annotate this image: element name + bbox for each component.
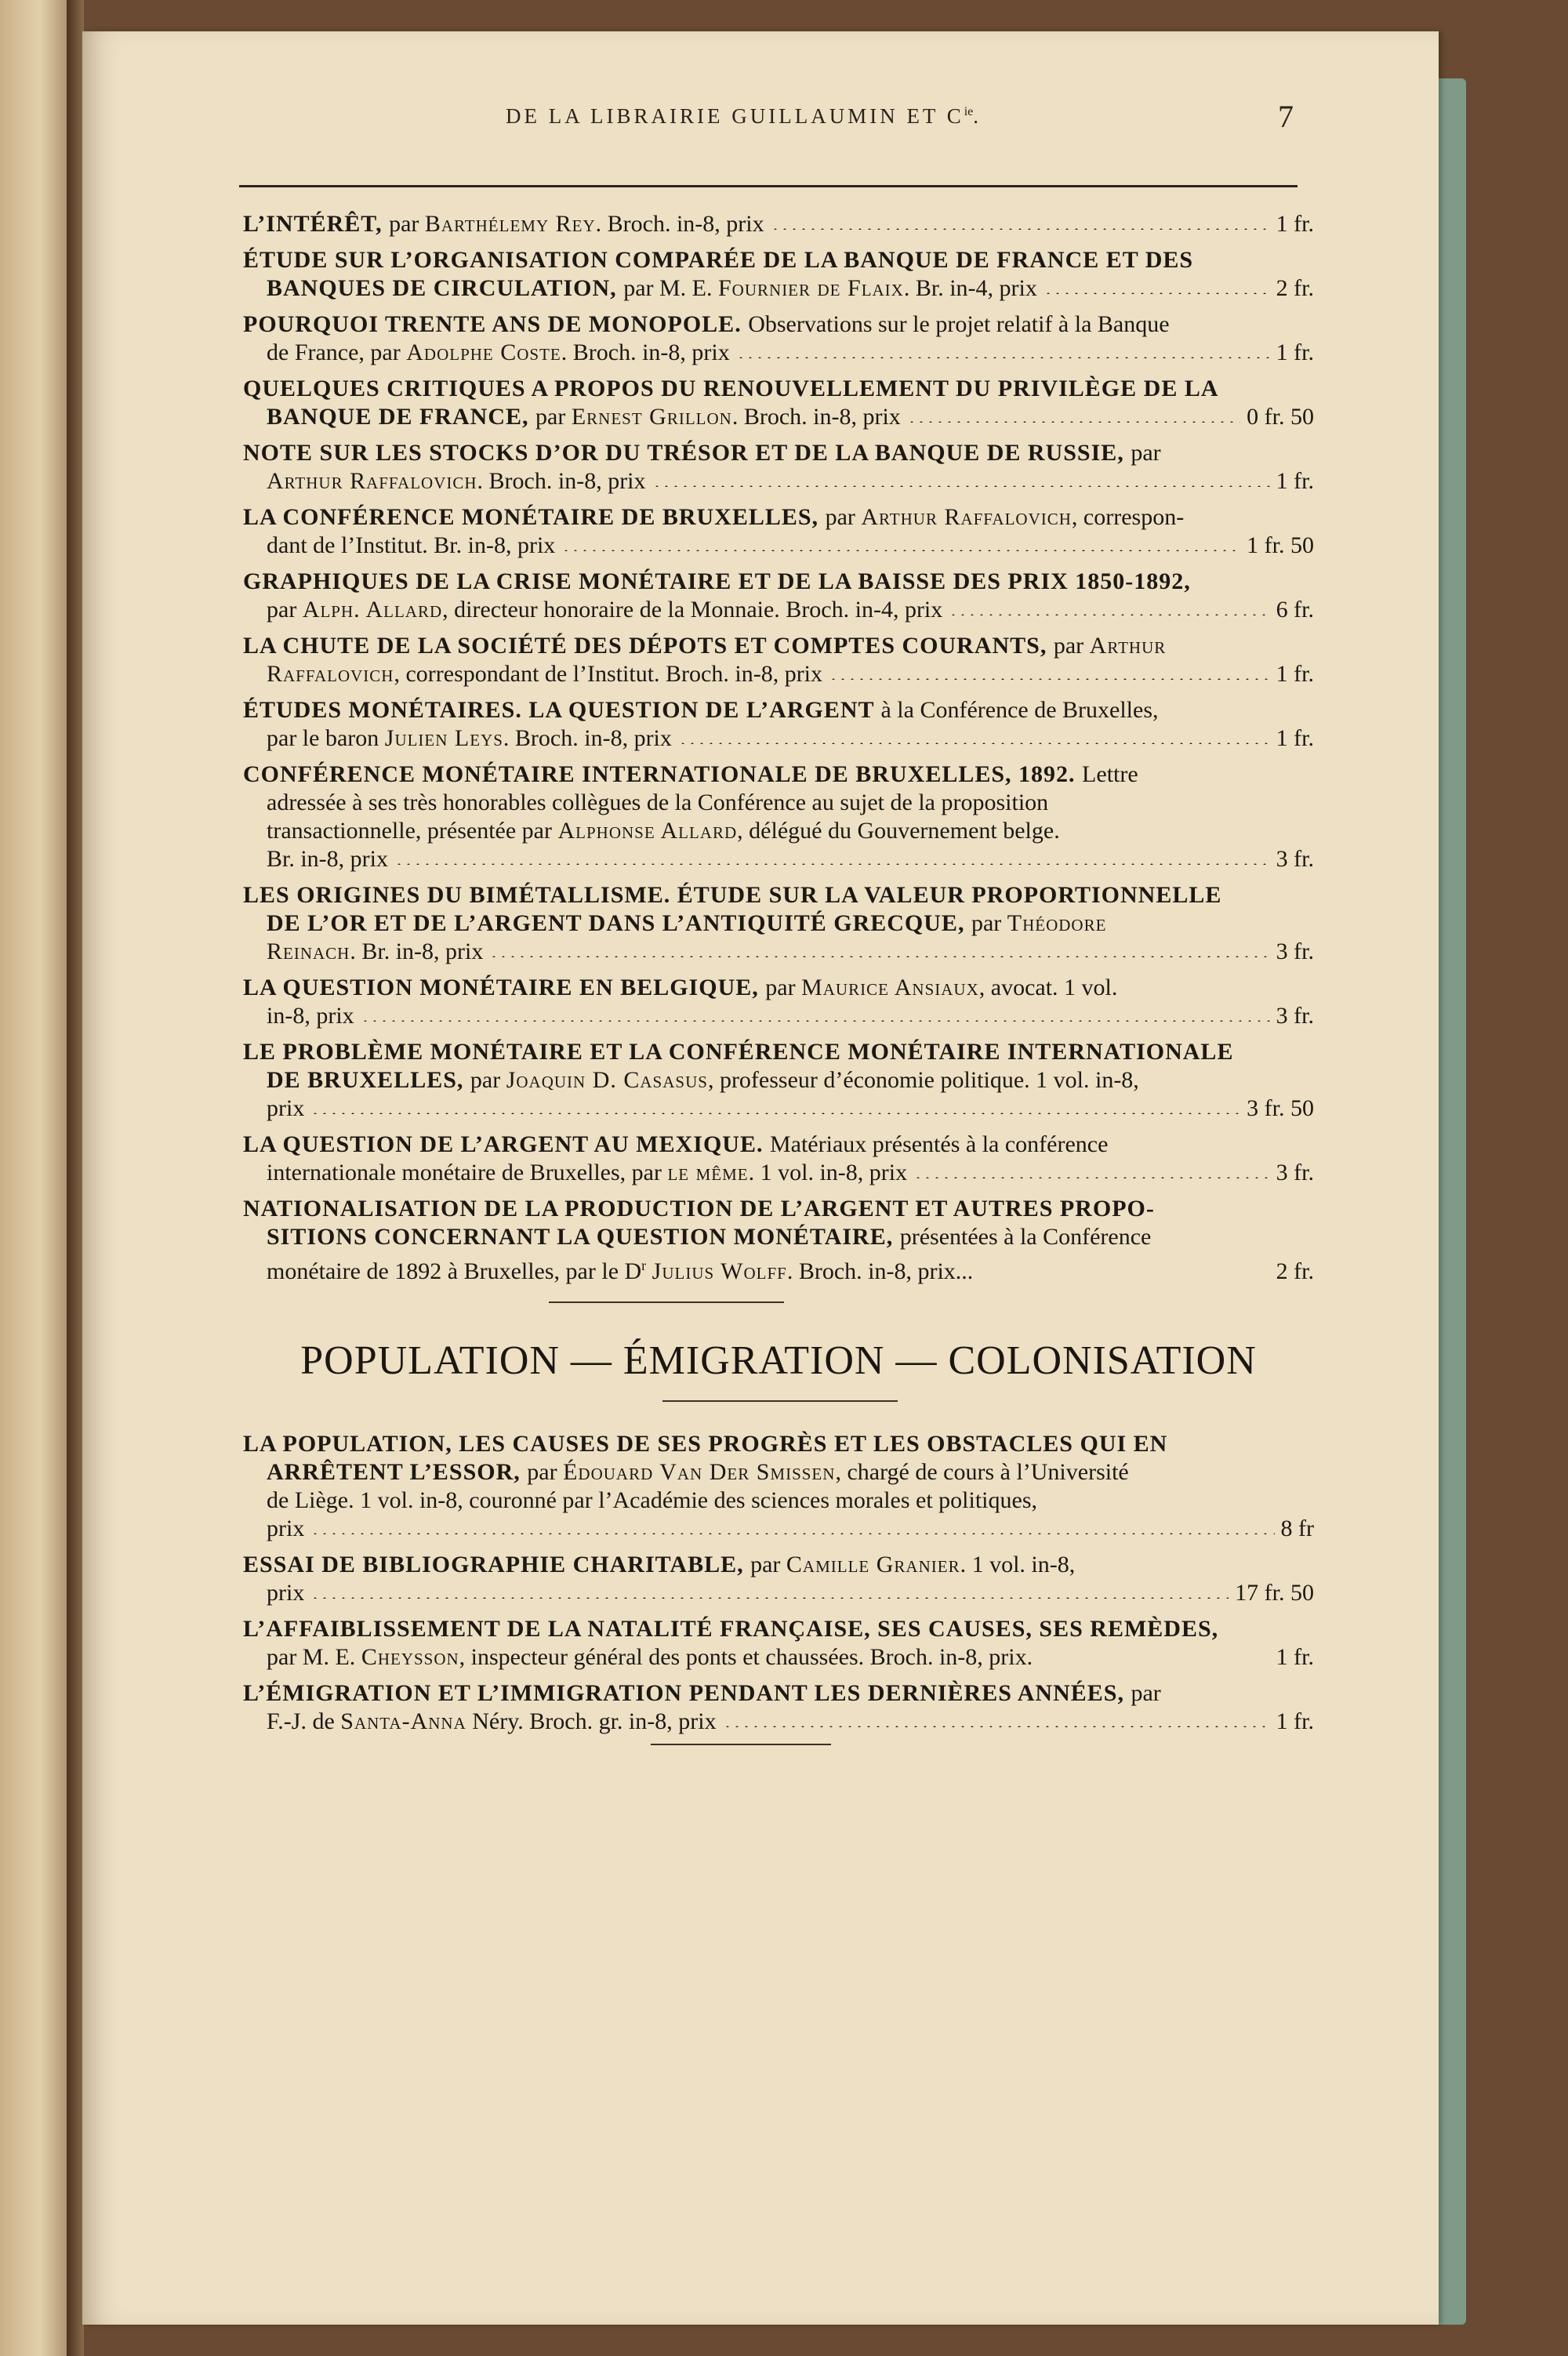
entry-detail: , délégué du Gouvernement belge. <box>737 818 1060 844</box>
author-name: Arthur Raffalovich <box>861 504 1072 530</box>
entry-text <box>243 1195 1155 1223</box>
entry-detail: par <box>1131 440 1161 466</box>
entry-line <box>243 246 1314 274</box>
entry-title: LE PROBLÈME MONÉTAIRE ET LA CONFÉRENCE MONÉTAIRE INTERNATIONALE <box>243 1039 1234 1065</box>
entry-line <box>243 1487 1314 1515</box>
dot-leader <box>394 863 1270 865</box>
author-name: Ernest Grillon <box>571 404 732 430</box>
entry-detail: , correspon- <box>1071 504 1185 530</box>
entry-detail: à la Conférence de Bruxelles, <box>880 697 1159 723</box>
entry-title: BANQUE DE FRANCE, <box>267 404 536 430</box>
entry-line <box>243 1159 1314 1187</box>
entry-line <box>243 881 1314 909</box>
section-divider-top <box>549 1301 784 1303</box>
entry-line <box>243 274 1314 303</box>
entry-price: 17 fr. 50 <box>1235 1580 1314 1606</box>
author-name: Raffalovich <box>267 661 394 687</box>
author-name: Barthélemy Rey <box>424 211 596 237</box>
catalogue-entry <box>243 761 1314 873</box>
author-name: Fournier de Flaix <box>718 275 904 301</box>
entry-detail: . Broch. in-8, prix... <box>786 1258 974 1284</box>
entry-title: ARRÊTENT L’ESSOR, <box>267 1459 528 1485</box>
entry-detail: Lettre <box>1082 761 1138 787</box>
entry-detail: par le baron <box>267 725 385 751</box>
entry-detail: par <box>527 1459 564 1485</box>
entry-line <box>243 938 1314 966</box>
entry-text <box>267 1223 1151 1251</box>
entry-text <box>267 274 1037 303</box>
entry-text <box>243 1038 1233 1066</box>
entry-text <box>243 568 1191 596</box>
entry-text <box>267 1159 907 1187</box>
entry-text <box>267 596 942 624</box>
entry-title: LA QUESTION DE L’ARGENT AU MEXIQUE. <box>243 1131 770 1157</box>
entry-price: 1 fr. <box>1276 468 1314 494</box>
entry-price: 8 fr <box>1280 1516 1314 1541</box>
entry-text <box>243 310 1170 339</box>
header-title-text: DE LA LIBRAIRIE GUILLAUMIN ET C <box>506 104 964 128</box>
entry-detail: . 1 vol. in-8, <box>960 1552 1076 1577</box>
book-gutter <box>67 0 84 2356</box>
author-name: Santa-Anna <box>340 1708 466 1734</box>
entry-detail: Matériaux présentés à la conférence <box>769 1131 1109 1157</box>
entry-price: 2 fr. <box>1276 1258 1314 1284</box>
entry-line <box>243 1195 1314 1223</box>
author-name: Joaquin D. Casasus <box>506 1067 708 1093</box>
catalogue-entry <box>243 1551 1314 1607</box>
entry-line <box>243 210 1314 238</box>
entry-text <box>243 1615 1218 1643</box>
entry-text <box>267 1066 1139 1095</box>
entry-line <box>243 1679 1314 1708</box>
dot-leader <box>310 1597 1229 1599</box>
entry-line <box>243 503 1314 532</box>
entry-text <box>243 761 1138 789</box>
entry-line <box>243 403 1314 431</box>
catalogue-entry <box>243 210 1314 238</box>
entry-detail: par <box>765 975 802 1000</box>
entry-title: SITIONS CONCERNANT LA QUESTION MONÉTAIRE, <box>267 1224 900 1250</box>
entry-title: LA QUESTION MONÉTAIRE EN BELGIQUE, <box>243 975 766 1000</box>
entry-text <box>267 339 730 367</box>
entry-text <box>267 403 901 431</box>
entry-title: NATIONALISATION DE LA PRODUCTION DE L’ARGENT ET AUTRES PROPO- <box>243 1196 1155 1222</box>
entry-detail: de Liège. 1 vol. in-8, couronné par l’Académie des sciences morales et politiques, <box>267 1487 1037 1513</box>
entry-line <box>243 632 1314 660</box>
entry-detail: par <box>1053 633 1090 659</box>
entry-line <box>243 568 1314 596</box>
author-name: Julius Wolff <box>652 1258 787 1284</box>
entry-detail: , professeur d’économie politique. 1 vol. in-8, <box>707 1067 1139 1093</box>
entry-text <box>243 210 764 238</box>
entry-detail <box>646 1258 652 1284</box>
entry-detail: in-8, prix <box>267 1003 354 1029</box>
catalogue-entry <box>243 246 1314 303</box>
catalogue-entry <box>243 1195 1314 1284</box>
author-name: Camille Granier <box>786 1552 960 1577</box>
dot-leader <box>723 1726 1270 1727</box>
entry-detail: transactionnelle, présentée par <box>267 818 558 844</box>
entry-price: 1 fr. <box>1276 1644 1314 1670</box>
entry-text <box>267 1708 717 1736</box>
entry-line <box>243 532 1314 560</box>
entry-price: 1 fr. <box>1276 1708 1314 1734</box>
header-title-end: . <box>973 104 982 128</box>
dot-leader <box>361 1020 1270 1022</box>
entry-text <box>267 467 646 496</box>
entry-title: LES ORIGINES DU BIMÉTALLISME. ÉTUDE SUR LA VALEUR PROPORTIONNELLE <box>243 882 1222 908</box>
catalogue-entry <box>243 310 1314 367</box>
author-name: Cheysson <box>361 1644 459 1670</box>
end-rule <box>651 1744 831 1745</box>
entry-detail: , avocat. 1 vol. <box>978 975 1118 1000</box>
entry-line <box>243 761 1314 789</box>
entry-detail: , chargé de cours à l’Université <box>835 1459 1129 1485</box>
entry-line <box>243 660 1314 688</box>
entry-line <box>243 1579 1314 1607</box>
entry-line <box>243 1251 1314 1284</box>
entry-price: 1 fr. <box>1276 339 1314 365</box>
dot-leader <box>949 614 1269 615</box>
entry-text <box>243 1679 1161 1708</box>
entry-detail: par <box>750 1552 786 1577</box>
entry-detail: r <box>641 1258 647 1273</box>
entry-text <box>243 246 1193 274</box>
entry-detail: par <box>389 211 425 237</box>
entry-line <box>243 789 1314 817</box>
dot-leader <box>310 1113 1240 1114</box>
dot-leader <box>652 485 1270 487</box>
entry-detail: par M. E. <box>623 275 718 301</box>
dot-leader <box>1044 292 1270 294</box>
entry-text <box>267 789 1048 817</box>
catalogue-entry <box>243 1038 1314 1123</box>
entry-title: DE BRUXELLES, <box>267 1067 470 1093</box>
entry-detail: . Broch. in-8, prix <box>731 404 901 430</box>
entry-detail: prix <box>267 1095 305 1121</box>
catalogue-entry <box>243 1131 1314 1187</box>
author-name: Édouard Van Der Smissen <box>563 1459 836 1485</box>
entry-detail: présentées à la Conférence <box>899 1224 1152 1250</box>
entry-text <box>267 817 1060 845</box>
entry-price: 3 fr. 50 <box>1247 1095 1314 1121</box>
entry-text <box>267 1002 354 1030</box>
entry-detail: Br. in-8, prix <box>267 846 388 872</box>
dot-leader <box>907 421 1240 423</box>
entry-text <box>267 660 822 688</box>
entry-price: 1 fr. <box>1276 725 1314 751</box>
entry-detail: par <box>470 1067 506 1093</box>
entry-line <box>243 724 1314 753</box>
entry-title: NOTE SUR LES STOCKS D’OR DU TRÉSOR ET DE LA BANQUE DE RUSSIE, <box>243 440 1131 466</box>
entry-line <box>243 439 1314 467</box>
catalogue-entry <box>243 1679 1314 1736</box>
entry-price: 0 fr. 50 <box>1247 404 1314 430</box>
catalogue-entry <box>243 881 1314 966</box>
entry-title: ÉTUDES MONÉTAIRES. LA QUESTION DE L’ARGENT <box>243 697 881 723</box>
entry-detail: . Broch. in-8, prix <box>503 725 672 751</box>
entry-line <box>243 1066 1314 1095</box>
entry-line <box>243 696 1314 724</box>
author-name: Alphonse Allard <box>557 818 738 844</box>
dot-leader <box>561 550 1240 551</box>
entry-text <box>243 1551 1075 1579</box>
dot-leader <box>489 956 1269 957</box>
dot-leader <box>913 1177 1270 1178</box>
entry-price: 1 fr. 50 <box>1247 532 1314 558</box>
catalogue-entry <box>243 974 1314 1030</box>
catalogue-entry <box>243 375 1314 431</box>
entry-detail: Observations sur le projet relatif à la Banque <box>748 311 1170 337</box>
section-divider-bottom <box>662 1400 898 1402</box>
header-rule <box>239 185 1298 187</box>
entry-line <box>243 1131 1314 1159</box>
dot-leader <box>678 742 1270 744</box>
entry-detail: , correspondant de l’Institut. Broch. in-8, prix <box>394 661 823 687</box>
entry-detail: , directeur honoraire de la Monnaie. Broch. in-4, prix <box>442 597 943 623</box>
entry-text <box>243 881 1221 909</box>
catalogue-entries <box>243 210 1314 1745</box>
catalogue-entry <box>243 439 1314 496</box>
entry-title: L’ÉMIGRATION ET L’IMMIGRATION PENDANT LES DERNIÈRES ANNÉES, <box>243 1680 1131 1706</box>
entry-detail: monétaire de 1892 à Bruxelles, par le D <box>267 1258 642 1284</box>
catalogue-entry <box>243 696 1314 753</box>
entry-title: LA POPULATION, LES CAUSES DE SES PROGRÈS ET LES OBSTACLES QUI EN <box>243 1431 1168 1457</box>
entry-title: CONFÉRENCE MONÉTAIRE INTERNATIONALE DE BRUXELLES, 1892. <box>243 761 1083 787</box>
entry-title: ÉTUDE SUR L’ORGANISATION COMPARÉE DE LA BANQUE DE FRANCE ET DES <box>243 247 1194 273</box>
entry-price: 2 fr. <box>1276 275 1314 301</box>
entry-text <box>267 1095 304 1123</box>
entry-detail: prix <box>267 1580 305 1606</box>
entry-detail: par <box>971 910 1007 936</box>
entry-line <box>243 1095 1314 1123</box>
dot-leader <box>310 1533 1274 1534</box>
entry-line <box>243 1708 1314 1736</box>
entry-title: BANQUES DE CIRCULATION, <box>267 275 624 301</box>
entry-text <box>267 1251 973 1286</box>
section-title: POPULATION — ÉMIGRATION — COLONISATION <box>300 1338 1257 1383</box>
header-title <box>506 104 982 129</box>
entry-line <box>243 1615 1314 1643</box>
entry-line <box>243 1430 1314 1458</box>
entry-detail: par M. E. <box>267 1644 361 1670</box>
entry-text <box>267 845 388 873</box>
entry-detail: , inspecteur général des ponts et chaussées. Broch. in-8, prix. <box>459 1644 1033 1670</box>
entry-detail: . Broch. in-8, prix <box>561 339 730 365</box>
author-name: Reinach <box>267 938 350 964</box>
entry-detail: Néry. Broch. gr. in-8, prix <box>466 1708 717 1734</box>
author-name: Alph. Allard <box>302 597 443 623</box>
entry-text <box>267 1579 304 1607</box>
dot-leader <box>771 228 1270 230</box>
entry-line <box>243 1223 1314 1251</box>
entry-line <box>243 1038 1314 1066</box>
finance-entries <box>243 210 1314 1284</box>
header-title-sup: ie <box>964 105 974 118</box>
entry-text <box>243 974 1117 1002</box>
entry-title: L’AFFAIBLISSEMENT DE LA NATALITÉ FRANÇAISE, SES CAUSES, SES REMÈDES, <box>243 1616 1219 1642</box>
entry-detail: par <box>1131 1680 1161 1706</box>
entry-text <box>267 909 1106 938</box>
entry-line <box>243 310 1314 339</box>
entry-text <box>243 1430 1167 1458</box>
author-name: Arthur <box>1089 633 1167 659</box>
author-name: Julien Leys <box>384 725 503 751</box>
entry-price: 6 fr. <box>1276 597 1314 623</box>
entry-detail: internationale monétaire de Bruxelles, par <box>267 1160 668 1185</box>
entry-line <box>243 1643 1314 1672</box>
entry-price: 3 fr. <box>1276 938 1314 964</box>
entry-text <box>243 439 1161 467</box>
entry-price: 1 fr. <box>1276 661 1314 687</box>
entry-text <box>267 724 672 753</box>
entry-detail: de France, par <box>267 339 407 365</box>
entry-detail: . Broch. in-8, prix <box>477 468 646 494</box>
entry-detail: prix <box>267 1516 305 1541</box>
entry-title: QUELQUES CRITIQUES A PROPOS DU RENOUVELLEMENT DU PRIVILÈGE DE LA <box>243 376 1219 401</box>
entry-line <box>243 467 1314 496</box>
author-name: Adolphe Coste <box>406 339 561 365</box>
entry-price: 3 fr. <box>1276 1160 1314 1185</box>
entry-detail: par <box>535 404 572 430</box>
author-name: Arthur Raffalovich <box>267 468 477 494</box>
entry-title: LA CONFÉRENCE MONÉTAIRE DE BRUXELLES, <box>243 504 826 530</box>
entry-line <box>243 596 1314 624</box>
entry-line <box>243 1551 1314 1579</box>
entry-text <box>243 696 1159 724</box>
entry-line <box>243 1515 1314 1543</box>
entry-line <box>243 339 1314 367</box>
entry-line <box>243 1002 1314 1030</box>
catalogue-entry <box>243 568 1314 624</box>
entry-detail: F.-J. de <box>267 1708 341 1734</box>
entry-text <box>267 1643 1033 1672</box>
entry-price: 3 fr. <box>1276 1003 1314 1029</box>
population-entries <box>243 1430 1314 1736</box>
catalogue-entry <box>243 1430 1314 1543</box>
entry-line <box>243 375 1314 403</box>
dot-leader <box>736 357 1270 358</box>
entry-line <box>243 909 1314 938</box>
entry-text <box>243 632 1166 660</box>
entry-text <box>243 503 1184 532</box>
entry-detail: adressée à ses très honorables collègues de la Conférence au sujet de la proposition <box>267 790 1049 815</box>
facing-page-edge <box>0 0 67 2356</box>
entry-text <box>267 1458 1129 1487</box>
entry-title: L’INTÉRÊT, <box>243 211 390 237</box>
entry-detail: . Br. in-4, prix <box>903 275 1037 301</box>
entry-text <box>243 1131 1108 1159</box>
running-header <box>423 98 1348 145</box>
entry-detail: . 1 vol. in-8, prix <box>748 1160 908 1185</box>
entry-detail: . Br. in-8, prix <box>350 938 484 964</box>
entry-line <box>243 845 1314 873</box>
entry-text <box>267 1487 1037 1515</box>
catalogue-entry <box>243 503 1314 560</box>
catalogue-entry <box>243 1615 1314 1672</box>
catalogue-entry <box>243 632 1314 688</box>
entry-detail: . Broch. in-8, prix <box>595 211 764 237</box>
dot-leader <box>829 678 1270 680</box>
entry-detail: par <box>267 597 303 623</box>
entry-price: 3 fr. <box>1276 846 1314 872</box>
entry-detail: dant de l’Institut. Br. in-8, prix <box>267 532 556 558</box>
entry-title: LA CHUTE DE LA SOCIÉTÉ DES DÉPOTS ET COMPTES COURANTS, <box>243 633 1054 659</box>
entry-title: DE L’OR ET DE L’ARGENT DANS L’ANTIQUITÉ GRECQUE, <box>267 910 971 936</box>
page-number: 7 <box>1278 99 1294 134</box>
author-name: Maurice Ansiaux <box>801 975 979 1000</box>
entry-title: GRAPHIQUES DE LA CRISE MONÉTAIRE ET DE LA BAISSE DES PRIX 1850-1892, <box>243 568 1191 594</box>
entry-price: 1 fr. <box>1276 211 1314 237</box>
entry-line <box>243 817 1314 845</box>
entry-text <box>267 1515 304 1543</box>
entry-text <box>267 532 555 560</box>
entry-text <box>267 938 483 966</box>
entry-line <box>243 1458 1314 1487</box>
entry-text <box>243 375 1219 403</box>
entry-line <box>243 974 1314 1002</box>
entry-title: ESSAI DE BIBLIOGRAPHIE CHARITABLE, <box>243 1552 751 1577</box>
entry-detail: par <box>825 504 862 530</box>
entry-title: POURQUOI TRENTE ANS DE MONOPOLE. <box>243 311 749 337</box>
author-name: le même <box>667 1160 749 1185</box>
author-name: Théodore <box>1007 910 1107 936</box>
